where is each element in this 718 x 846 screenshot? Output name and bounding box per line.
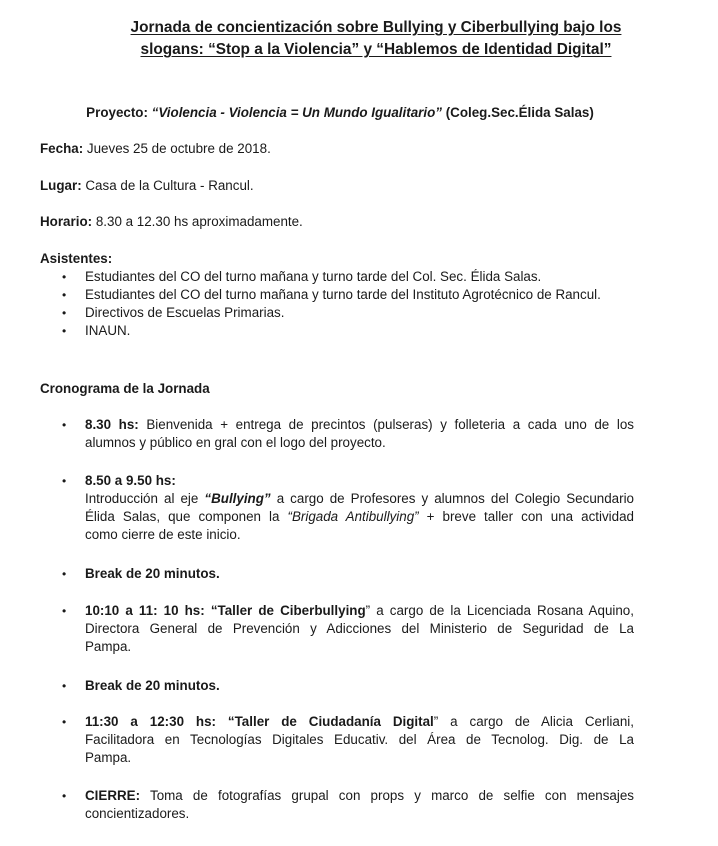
schedule-item-cierre: • CIERRE: Toma de fotografías grupal con props y marco de selfie con mensajes concientizadores. (62, 788, 634, 821)
horario-value: 8.30 a 12.30 hs aproximadamente. (95, 214, 303, 229)
asistentes-list (40, 268, 601, 340)
list-item: • INAUN. (62, 323, 131, 338)
bullet-icon: • (62, 604, 67, 618)
title-line-1: Jornada de concientización sobre Bullying y Ciberbullying bajo los (130, 19, 622, 36)
project-name: “Violencia - Violencia = Un Mundo Igualitario” (151, 105, 442, 120)
schedule-item-ciudadania-digital: • 11:30 a 12:30 hs: “Taller de Ciudadanía Digital” a cargo de Alicia Cerliani, Facilitadora en Tecnologías Digitales Educativ. del Área de Tecnolog. Dig. de La Pampa. (62, 714, 634, 765)
lugar-field (40, 177, 254, 195)
bullet-icon: • (62, 418, 67, 432)
document-title (40, 17, 712, 61)
project-school: (Coleg.Sec.Élida Salas) (445, 105, 594, 120)
horario-field (40, 213, 303, 231)
bullet-icon: • (62, 324, 67, 338)
cronograma-heading: Cronograma de la Jornada (40, 381, 210, 396)
schedule-item-ciberbullying: • 10:10 a 11: 10 hs: “Taller de Ciberbullying” a cargo de la Licenciada Rosana Aquino, Directora General de Prevención y Adicciones del Ministerio de Seguridad de La Pampa. (62, 603, 634, 654)
asistentes-heading: Asistentes: (40, 251, 113, 266)
bullet-icon: • (62, 306, 67, 320)
schedule-item-bienvenida: • 8.30 hs: Bienvenida + entrega de precintos (pulseras) y folleteria a cada uno de los alumnos y público en gral con el logo del proyecto. (62, 417, 634, 450)
item-time: 10:10 a 11: 10 hs: (85, 603, 205, 618)
item-time: 8.50 a 9.50 hs: (85, 473, 176, 488)
lugar-label: Lugar: (40, 178, 82, 193)
bullet-icon: • (62, 288, 67, 302)
fecha-value: Jueves 25 de octubre de 2018. (86, 141, 271, 156)
cierre-label: CIERRE: (85, 788, 141, 803)
title-line-2: slogans: “Stop a la Violencia” y “Hablemos de Identidad Digital” (140, 41, 612, 58)
bullet-icon: • (62, 789, 67, 803)
project-line (40, 104, 640, 122)
lugar-value: Casa de la Cultura - Rancul. (85, 178, 254, 193)
item-time: 8.30 hs: (85, 417, 139, 432)
fecha-field (40, 140, 271, 158)
list-item: • Estudiantes del CO del turno mañana y turno tarde del Col. Sec. Élida Salas. (62, 269, 542, 284)
schedule-item-break-1: • Break de 20 minutos. (62, 566, 220, 581)
bullet-icon: • (62, 679, 67, 693)
item-time: 11:30 a 12:30 hs: (85, 714, 217, 729)
bullet-icon: • (62, 715, 67, 729)
schedule-item-bullying: • 8.50 a 9.50 hs: Introducción al eje “Bullying” a cargo de Profesores y alumnos del Colegio Secundario Élida Salas, que componen la “Brigada Antibullying” + breve taller con una actividad como cierre de este inicio. (62, 473, 634, 542)
bullet-icon: • (62, 567, 67, 581)
bullet-icon: • (62, 270, 67, 284)
bullet-icon: • (62, 474, 67, 488)
project-label: Proyecto: (86, 105, 148, 120)
fecha-label: Fecha: (40, 141, 84, 156)
schedule-item-break-2: • Break de 20 minutos. (62, 678, 220, 693)
horario-label: Horario: (40, 214, 93, 229)
list-item: • Directivos de Escuelas Primarias. (62, 305, 285, 320)
list-item: • Estudiantes del CO del turno mañana y turno tarde del Instituto Agrotécnico de Rancul. (62, 287, 601, 302)
